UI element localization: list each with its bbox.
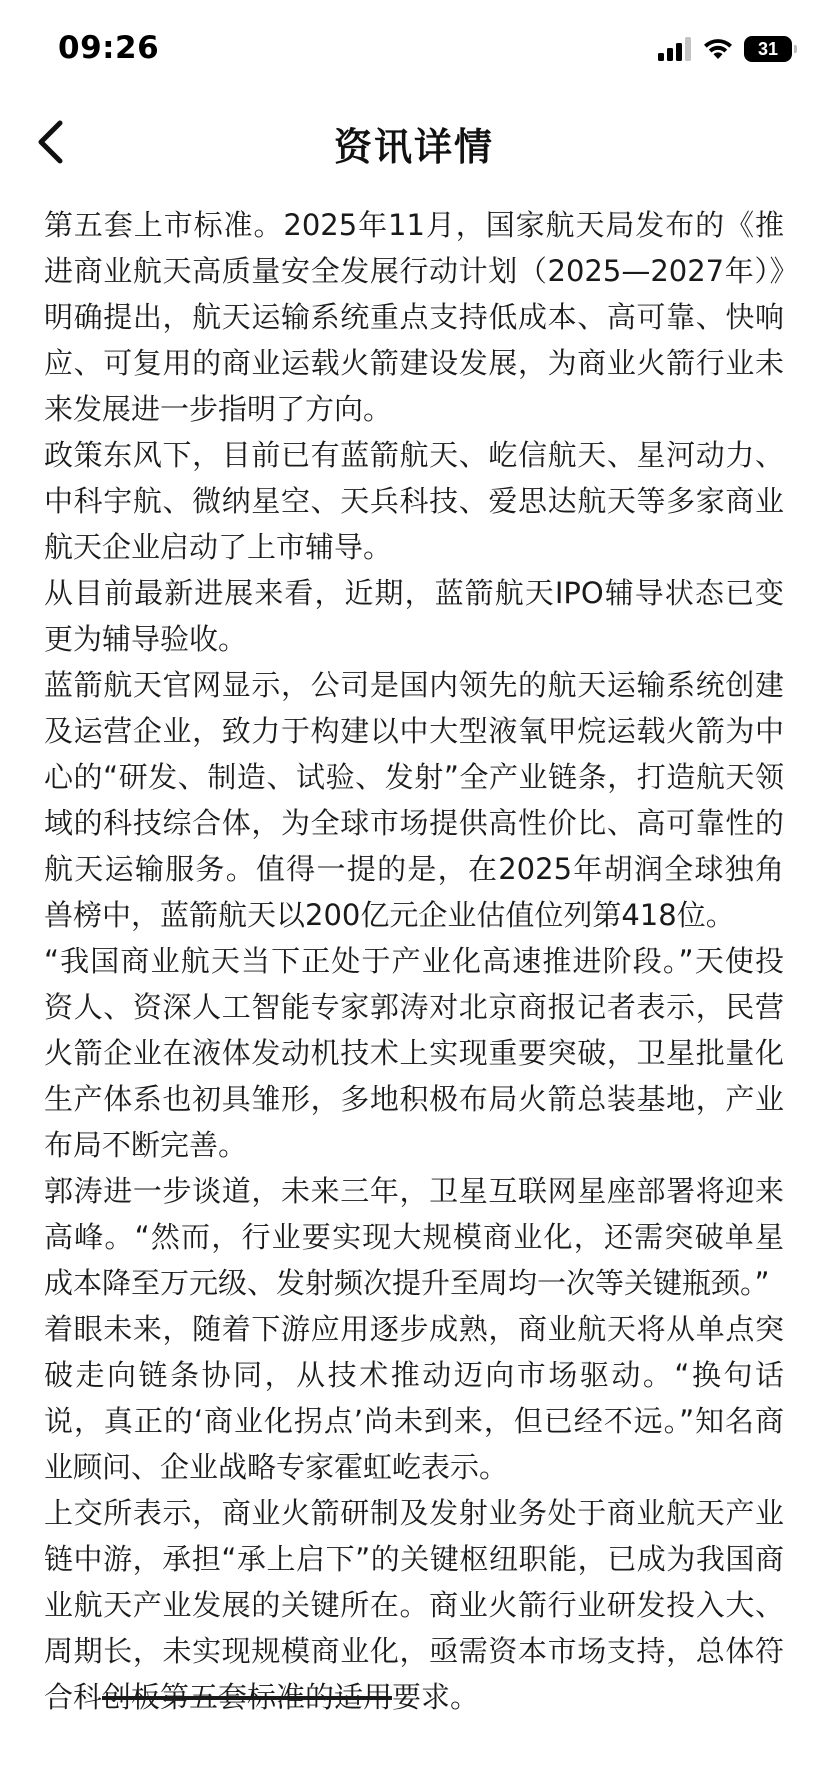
status-time: 09:26 xyxy=(58,30,160,66)
article-content[interactable] xyxy=(0,188,828,1792)
nav-bar xyxy=(0,96,828,188)
article-paragraph: 从目前最新进展来看，近期，蓝箭航天IPO辅导状态已变更为辅导验收。 xyxy=(44,576,784,656)
page-title: 资讯详情 xyxy=(333,125,494,169)
bottom-fade xyxy=(0,1774,828,1792)
wifi-icon xyxy=(702,37,734,61)
article-paragraph: 第五套上市标准。2025年11月，国家航天局发布的《推进商业航天高质量安全发展行动计划（2025—2027年）》明确提出，航天运输系统重点支持低成本、高可靠、快响应、可复用的商业运载火箭建设发展，为商业火箭行业未来发展进一步指明了方向。 xyxy=(44,208,784,426)
article-paragraph: “我国商业航天当下正处于产业化高速推进阶段。”天使投资人、资深人工智能专家郭涛对北京商报记者表示，民营火箭企业在液体发动机技术上实现重要突破，卫星批量化生产体系也初具雏形，多地积极布局火箭总装基地，产业布局不断完善。 xyxy=(44,944,784,1162)
article-paragraph: 蓝箭航天官网显示，公司是国内领先的航天运输系统创建及运营企业，致力于构建以中大型液氧甲烷运载火箭为中心的“研发、制造、试验、发射”全产业链条，打造航天领域的科技综合体，为全球市场提供高性价比、高可靠性的航天运输服务。值得一提的是，在2025年胡润全球独角兽榜中，蓝箭航天以200亿元企业估值位列第418位。 xyxy=(44,668,784,932)
battery-icon xyxy=(744,36,792,62)
cellular-signal-icon xyxy=(658,37,692,61)
status-bar xyxy=(0,0,828,96)
status-icons xyxy=(658,34,792,64)
paragraph-text-end: 要求。 xyxy=(392,1680,480,1714)
battery-level: 31 xyxy=(757,38,779,59)
paragraph-text: 上交所表示，商业火箭研制及发射业务处于商业航天产业链中游，承担“承上启下”的关键枢纽职能，已成为我国商业航天产业发展的关键所在。商业火箭行业研发投入大、周期长，未实现规模商业化，亟需资本市场支持，总体符合科 xyxy=(44,1496,784,1714)
article-paragraph-last xyxy=(44,1490,784,1720)
struck-text: 创板第五套标准的适用 xyxy=(102,1680,393,1714)
article-paragraph: 郭涛进一步谈道，未来三年，卫星互联网星座部署将迎来高峰。“然而，行业要实现大规模商业化，还需突破单星成本降至万元级、发射频次提升至周均一次等关键瓶颈。” xyxy=(44,1174,784,1300)
article-paragraph: 政策东风下，目前已有蓝箭航天、屹信航天、星河动力、中科宇航、微纳星空、天兵科技、爱思达航天等多家商业航天企业启动了上市辅导。 xyxy=(44,438,784,564)
article-body xyxy=(44,202,784,1720)
article-paragraph: 着眼未来，随着下游应用逐步成熟，商业航天将从单点突破走向链条协同，从技术推动迈向市场驱动。“换句话说，真正的‘商业化拐点’尚未到来，但已经不远。”知名商业顾问、企业战略专家霍虹屹表示。 xyxy=(44,1312,784,1484)
